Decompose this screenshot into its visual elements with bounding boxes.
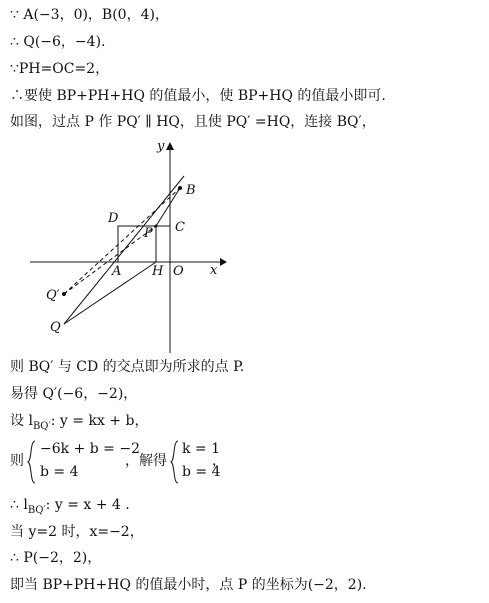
text-line-3: ∵PH=OC=2， <box>10 61 110 77</box>
line8-prefix: 设 l <box>10 413 33 429</box>
point-p <box>155 225 158 228</box>
left-brace-icon <box>170 440 180 484</box>
left-brace-icon <box>27 440 37 484</box>
point-q-prime <box>62 292 66 296</box>
label-d: D <box>108 211 119 226</box>
label-p: P <box>144 226 153 241</box>
label-y: y <box>157 139 165 154</box>
geometry-figure <box>20 138 230 358</box>
solution-2: b = 4 <box>182 464 221 480</box>
text-line-12: ∴ P(−2，2)， <box>10 550 102 566</box>
text-line-2: ∴ Q(−6，−4). <box>10 34 106 50</box>
text-line-13: 即当 BP+PH+HQ 的值最小时，点 P 的坐标为(−2，2). <box>10 577 367 593</box>
solution-1: k = 1 <box>182 441 221 457</box>
line8-suffix: : y = kx + b， <box>50 413 149 429</box>
text-line-1: ∵ A(−3，0)，B(0，4)， <box>10 7 169 23</box>
line8-subscript: BQ′ <box>32 420 51 432</box>
x-axis-arrow <box>220 258 227 266</box>
text-line-5: 如图，过点 P 作 PQ′ ∥ HQ，且使 PQ′ =HQ，连接 BQ′， <box>10 114 376 130</box>
label-o: O <box>173 264 184 279</box>
text-line-11: 当 y=2 时，x=−2， <box>10 524 144 540</box>
label-a: A <box>112 264 122 279</box>
text-line-7: 易得 Q′(−6，−2)， <box>10 386 138 402</box>
text-line-8 <box>10 412 148 436</box>
dashed-pq-prime <box>64 226 156 294</box>
solve-label: ，解得 <box>125 453 167 469</box>
label-h: H <box>152 264 164 279</box>
point-b <box>178 186 182 190</box>
text-line-10 <box>10 496 130 520</box>
line10-prefix: ∴ l <box>10 497 28 513</box>
line10-suffix: : y = x + 4 . <box>45 497 130 513</box>
y-axis-arrow <box>166 142 174 150</box>
text-line-9-prefix: 则 <box>10 453 24 469</box>
text-line-6: 则 BQ′ 与 CD 的交点即为所求的点 P. <box>10 359 245 375</box>
label-c: C <box>175 220 185 235</box>
label-b: B <box>186 183 196 198</box>
solution-end: ， <box>212 453 226 469</box>
equation-1: −6k + b = −2 <box>40 441 140 457</box>
line-q-h <box>64 262 156 324</box>
line-q-b <box>64 176 184 324</box>
label-x: x <box>210 263 218 278</box>
label-q: Q <box>50 320 61 335</box>
text-line-4: ∴要使 BP+PH+HQ 的值最小，使 BP+HQ 的值最小即可. <box>10 88 386 104</box>
line10-subscript: BQ′ <box>27 504 46 516</box>
equation-2: b = 4 <box>40 464 79 480</box>
label-q-prime: Q′ <box>46 288 60 303</box>
